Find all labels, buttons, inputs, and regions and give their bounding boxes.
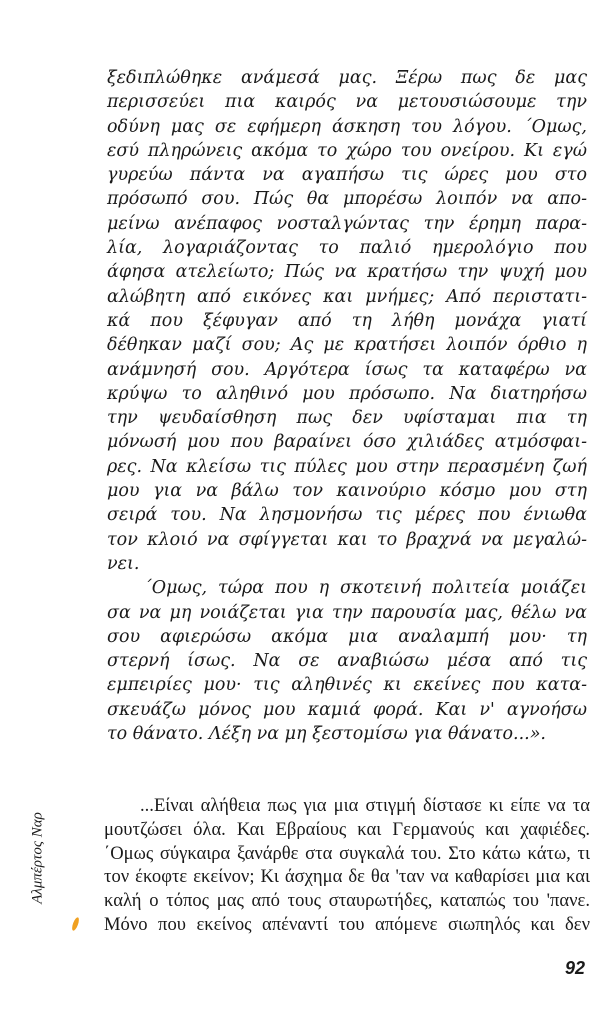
text-line: καλή ο τόπος μας από τους σταυρωτήδες, καταπώς του 'πανε. [104, 890, 590, 912]
text-line: τον κλοιό να σφίγγεται και το βραχνά να μεγαλώ- [107, 529, 587, 550]
text-line: σα να μη νοιάζεται για την παρουσία μας, θέλω να [107, 602, 587, 623]
text-line: στερνή ίσως. Να σε αναβιώσω μέσα από τις [107, 651, 587, 672]
roman-passage [104, 794, 590, 937]
text-line: ΄Ομως, τώρα που η σκοτεινή πολιτεία μοιάζει [143, 578, 587, 599]
text-line: περισσεύει πια καιρός να μετουσιώσουμε την [107, 92, 587, 113]
text-line: νει. [107, 553, 140, 574]
italic-passage [107, 66, 587, 746]
text-line: άφησα ατελείωτο; Πώς να κρατήσω την ψυχή μου [107, 262, 587, 283]
text-line: την ψευδαίσθηση πως δεν υφίσταμαι πια τη [107, 408, 587, 429]
text-line: ανάμνησή σου. Αργότερα ίσως τα καταφέρω να [107, 359, 587, 380]
text-line: αλώβητη από εικόνες και μνήμες; Από περιστατι- [107, 286, 587, 307]
text-line: μου για να βάλω τον καινούριο κόσμο μου στη [107, 481, 587, 502]
text-line: λία, λογαριάζοντας το παλιό ημερολόγιο που [107, 238, 587, 259]
text-line: εσύ πληρώνεις ακόμα το χώρο του ονείρου. Κι εγώ [107, 140, 587, 161]
text-line: γυρεύω πάντα να αγαπήσω τις ώρες μου στο [107, 165, 587, 186]
page-number: 92 [564, 958, 585, 978]
page-stain [71, 917, 80, 932]
text-line: τον έκοφτε εκείνον; Κι άσχημα δε θα 'ταν να καθαρίσει μια και [104, 866, 590, 888]
text-line: μείνω ανέπαφος νοσταλγώντας την έρημη παρα- [107, 213, 587, 234]
text-line: ...Είναι αλήθεια πως για μια στιγμή δίστασε κι είπε να τα [140, 795, 590, 816]
text-line: κά που ξέφυγαν από τη λήθη μονάχα γιατί [107, 310, 587, 331]
text-line: σκευάζω μόνος μου καμιά φορά. Και ν' αγνοήσω [107, 699, 587, 720]
text-line: το θάνατο. Λέξη να μη ξεστομίσω για θάνατο...». [107, 724, 546, 745]
text-line: οδύνη μας σε εφήμερη άσκηση του λόγου. ΄Ομως, [107, 116, 587, 137]
text-line: σειρά του. Να λησμονήσω τις μέρες που ένιωθα [107, 505, 587, 526]
text-line: ΄Ομως σύγκαιρα ξανάρθε στα συγκαλά του. Στο κάτω κάτω, τι [104, 842, 590, 864]
text-line: δέθηκαν μαζί σου; Ας με κρατήσει λοιπόν όρθιο η [107, 335, 587, 356]
text-line: κρύψω το αληθινό μου πρόσωπο. Να διατηρήσω [107, 383, 587, 404]
text-line: ξεδιπλώθηκε ανάμεσά μας. Ξέρω πως δε μας [107, 68, 587, 88]
text-line: Μόνο που εκείνος απέναντί του απόμενε σιωπηλός και δεν [104, 913, 590, 935]
author-name: Αλμπέρτος Ναρ [29, 811, 46, 904]
text-line: ρες. Να κλείσω τις πύλες μου στην περασμένη ζωή [107, 456, 587, 477]
text-line: πρόσωπό σου. Πώς θα μπορέσω λοιπόν να απο- [107, 189, 587, 210]
text-line: μόνωσή μου που βαραίνει όσο χιλιάδες ατμόσφαι- [107, 432, 587, 453]
running-head-author [18, 790, 58, 925]
text-line: εμπειρίες μου· τις αληθινές κι εκείνες που κατα- [107, 675, 587, 696]
text-line: σου αφιερώσω ακόμα μια αναλαμπή μου· τη [107, 626, 587, 647]
text-line: μουτζώσει όλα. Και Εβραίους και Γερμανούς και χαφιέδες. [104, 818, 590, 840]
